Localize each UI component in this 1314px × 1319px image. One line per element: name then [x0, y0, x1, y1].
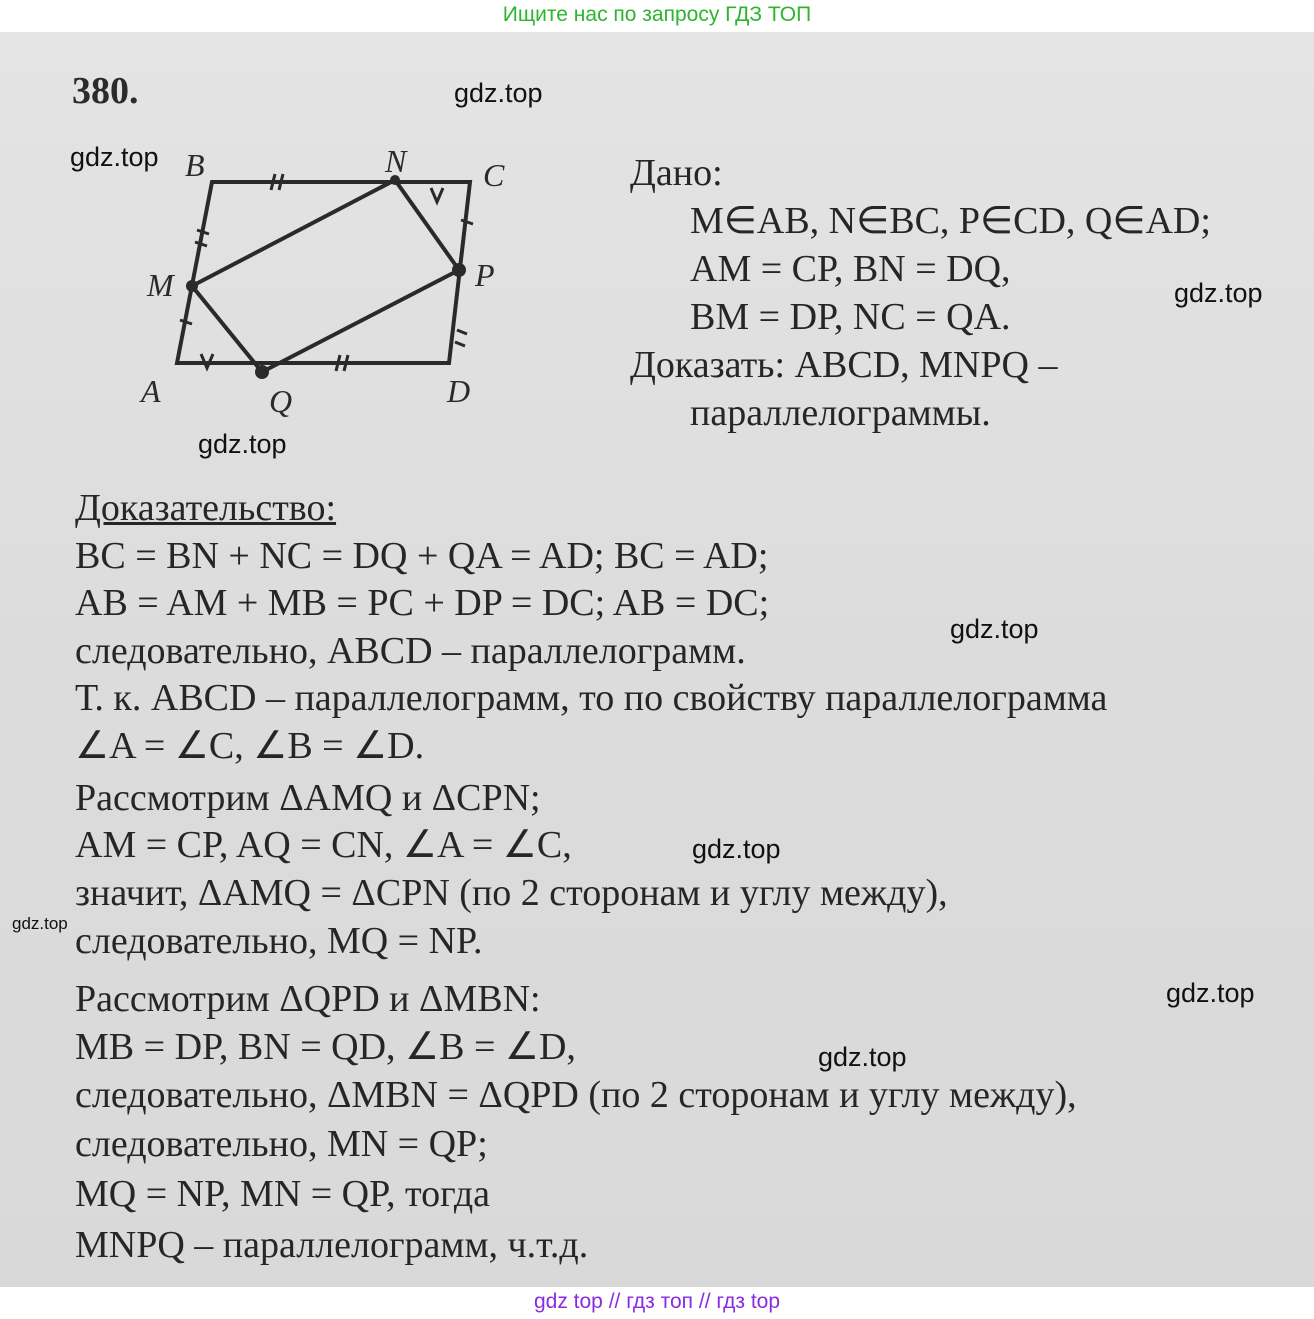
- proof-line: Рассмотрим ΔAMQ и ΔCPN;: [75, 777, 541, 819]
- proof-line: значит, ΔAMQ = ΔCPN (по 2 сторонам и углу между),: [75, 872, 948, 914]
- label-d: D: [447, 373, 471, 409]
- given-line: AM = CP, BN = DQ,: [690, 248, 1011, 290]
- watermark: gdz.top: [950, 614, 1039, 644]
- point-m: [186, 280, 198, 292]
- prove-statement: Доказать: ABCD, MNPQ –: [630, 344, 1058, 386]
- tick-marks: [180, 174, 473, 371]
- proof-line: AB = AM + MB = PC + DP = DC; AB = DC;: [75, 582, 770, 624]
- watermark: gdz.top: [12, 914, 68, 933]
- label-b: B: [185, 150, 205, 183]
- problem-number: 380.: [72, 70, 139, 112]
- label-c: C: [483, 157, 505, 193]
- label-p: P: [475, 257, 495, 293]
- watermark: gdz.top: [692, 834, 781, 864]
- proof-line: MB = DP, BN = QD, ∠B = ∠D,: [75, 1026, 576, 1068]
- label-m: M: [147, 267, 174, 303]
- proof-heading: Доказательство:: [75, 487, 337, 529]
- parallelogram-mnpq: [192, 180, 459, 372]
- watermark: gdz.top: [818, 1042, 907, 1072]
- bottom-banner[interactable]: gdz top // гдз топ // гдз top: [533, 1290, 781, 1313]
- given-line: M∈AB, N∈BC, P∈CD, Q∈AD;: [690, 200, 1211, 242]
- point-p: [452, 263, 466, 277]
- point-q: [255, 365, 269, 379]
- proof-line: следовательно, ABCD – параллелограмм.: [75, 630, 746, 672]
- watermark: gdz.top: [454, 78, 543, 108]
- proof-line: BC = BN + NC = DQ + QA = AD; BC = AD;: [75, 535, 769, 577]
- label-a: A: [141, 373, 161, 409]
- scanned-page: [0, 32, 1314, 1287]
- proof-line: MNPQ – параллелограмм, ч.т.д.: [75, 1224, 589, 1266]
- proof-line: MQ = NP, MN = QP, тогда: [75, 1173, 491, 1215]
- given-line: BM = DP, NC = QA.: [690, 296, 1011, 338]
- watermark: gdz.top: [1166, 978, 1255, 1008]
- label-n: N: [385, 150, 407, 179]
- watermark: gdz.top: [198, 429, 287, 459]
- proof-line: Т. к. ABCD – параллелограмм, то по свойству параллелограмма: [75, 677, 1108, 719]
- label-q: Q: [269, 383, 293, 419]
- proof-line: следовательно, ΔMBN = ΔQPD (по 2 сторонам и углу между),: [75, 1074, 1077, 1116]
- proof-line: AM = CP, AQ = CN, ∠A = ∠C,: [75, 824, 572, 866]
- top-banner[interactable]: Ищите нас по запросу ГДЗ ТОП: [502, 3, 812, 26]
- proof-line: следовательно, MQ = NP.: [75, 920, 483, 962]
- given-heading: Дано:: [630, 152, 723, 194]
- watermark: gdz.top: [70, 142, 159, 172]
- parallelogram-figure: [135, 150, 515, 460]
- prove-statement-cont: параллелограммы.: [690, 392, 991, 434]
- proof-line: ∠A = ∠C, ∠B = ∠D.: [75, 725, 425, 767]
- watermark: gdz.top: [1174, 278, 1263, 308]
- proof-line: Рассмотрим ΔQPD и ΔMBN:: [75, 978, 541, 1020]
- proof-line: следовательно, MN = QP;: [75, 1123, 488, 1165]
